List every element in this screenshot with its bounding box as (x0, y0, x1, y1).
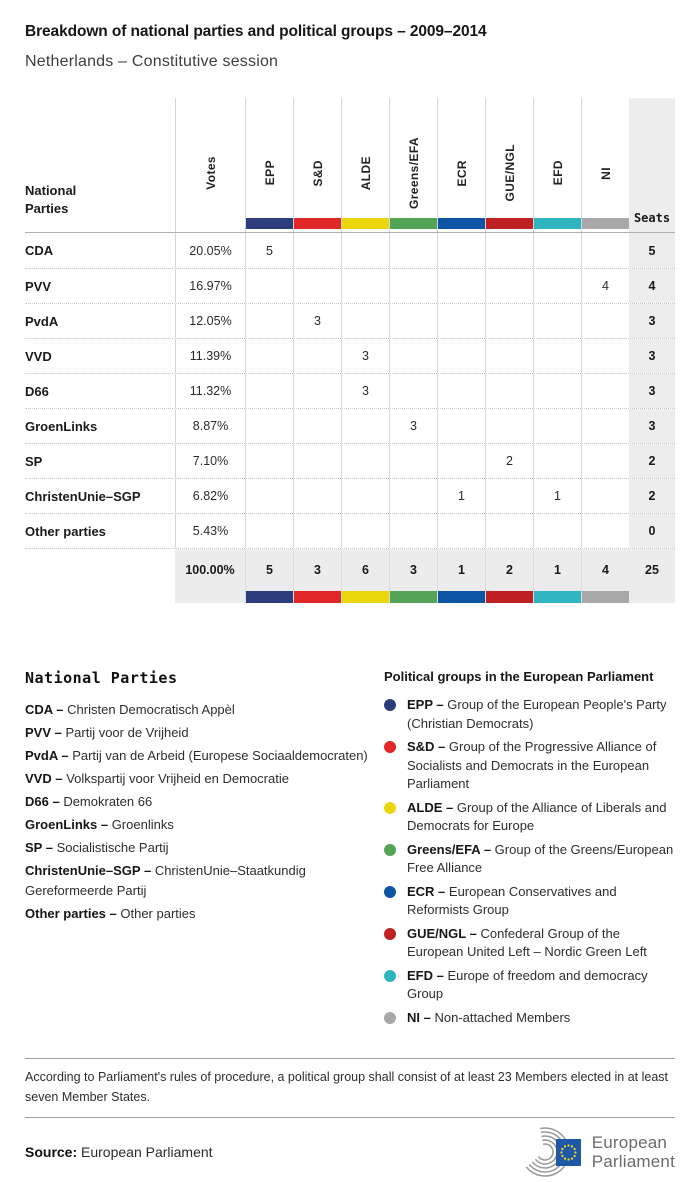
seat-cell-ni (581, 444, 629, 478)
group-legend-text: ALDE – Group of the Alliance of Liberals and Democrats for Europe (407, 799, 667, 833)
seats-value: 3 (629, 374, 675, 408)
total-cell-ecr (437, 549, 485, 603)
group-legend-text: S&D – Group of the Progressive Alliance of Socialists and Democrats in the European Parliament (407, 739, 657, 791)
total-cell-value: 3 (314, 563, 321, 577)
party-legend-item-pvv: PVV – Partij voor de Vrijheid (25, 725, 189, 740)
group-legend-text: EFD – Europe of freedom and democracy Group (407, 967, 648, 1001)
seat-cell-ecr (437, 514, 485, 548)
group-column-label: EFD (550, 160, 565, 186)
seat-cell-alde (341, 409, 389, 443)
table-row-pvda (25, 303, 675, 338)
votes-bar-spacer (176, 218, 245, 229)
national-parties-legend-title: National Parties (25, 669, 178, 687)
party-legend-item-vvd: VVD – Volkspartij voor Vrijheid en Democratie (25, 771, 289, 786)
seat-cell-s-d (293, 233, 341, 268)
seat-cell-alde (341, 444, 389, 478)
seat-cell-gue-ngl (485, 233, 533, 268)
party-legend-abbr: VVD – (25, 771, 63, 786)
ep-hemicycle-icon (520, 1126, 584, 1178)
seat-cell-epp (245, 514, 293, 548)
seat-cell-greens-efa (389, 374, 437, 408)
group-color-bar (294, 218, 341, 229)
total-color-bar (486, 591, 533, 603)
party-legend-abbr: ChristenUnie–SGP – (25, 863, 152, 878)
votes-value: 16.97% (175, 269, 245, 303)
seat-cell-alde (341, 479, 389, 513)
seat-cell-ecr (437, 269, 485, 303)
corner-label-line2: Parties (25, 201, 69, 216)
party-legend-abbr: PVV – (25, 725, 62, 740)
seat-cell-epp (245, 339, 293, 373)
table-row-groenlinks (25, 408, 675, 443)
logo-wordmark (592, 1133, 675, 1171)
party-legend-abbr: CDA – (25, 702, 64, 717)
total-cell-alde (341, 549, 389, 603)
seat-cell-efd (533, 409, 581, 443)
results-table (25, 98, 675, 603)
seat-cell-greens-efa (389, 514, 437, 548)
seat-cell-ecr (437, 233, 485, 268)
seat-cell-ni: 4 (581, 269, 629, 303)
total-cell-value: 1 (554, 563, 561, 577)
total-cell-value: 2 (506, 563, 513, 577)
source-label: Source: (25, 1144, 78, 1160)
national-parties-legend (25, 669, 384, 1032)
votes-value: 6.82% (175, 479, 245, 513)
votes-value: 7.10% (175, 444, 245, 478)
seats-value: 4 (629, 269, 675, 303)
seat-cell-epp: 5 (245, 233, 293, 268)
total-cell-s-d (293, 549, 341, 603)
eu-flag-icon (556, 1139, 581, 1166)
seats-value: 2 (629, 444, 675, 478)
column-header-epp (245, 98, 293, 232)
footer (25, 1126, 675, 1178)
aldecolor-dot-icon (384, 802, 396, 814)
seats-value: 3 (629, 304, 675, 338)
seat-cell-gue-ngl (485, 409, 533, 443)
group-legend-item-alde (384, 799, 675, 836)
table-row-vvd (25, 338, 675, 373)
source-line (25, 1144, 213, 1160)
total-color-bar (438, 591, 485, 603)
seat-cell-epp (245, 304, 293, 338)
seat-cell-alde: 3 (341, 339, 389, 373)
party-name: SP (25, 453, 43, 469)
column-header-s-d (293, 98, 341, 232)
group-legend-item-s-d (384, 738, 675, 794)
party-name: GroenLinks (25, 418, 98, 434)
group-column-label: NI (598, 166, 613, 180)
national-parties-legend-items (25, 700, 370, 923)
group-legend-text: NI – Non-attached Members (407, 1009, 571, 1025)
total-cell-value: 1 (458, 563, 465, 577)
seat-cell-s-d: 3 (293, 304, 341, 338)
seat-cell-s-d (293, 514, 341, 548)
seat-cell-gue-ngl (485, 304, 533, 338)
party-legend-item-groenlinks: GroenLinks – Groenlinks (25, 817, 174, 832)
group-color-bar (534, 218, 581, 229)
party-name: CDA (25, 243, 54, 258)
group-label-wrap (503, 98, 517, 218)
seat-cell-greens-efa (389, 444, 437, 478)
seats-value: 5 (629, 233, 675, 268)
group-legend-abbr: S&D – (407, 739, 446, 754)
political-groups-legend-title: Political groups in the European Parliament (384, 669, 654, 684)
column-header-national-parties (25, 98, 175, 232)
table-row-cda (25, 233, 675, 268)
seat-cell-efd: 1 (533, 479, 581, 513)
group-column-label: GUE/NGL (502, 144, 517, 202)
group-color-bar (438, 218, 485, 229)
group-label-wrap (311, 98, 325, 218)
total-votes-value: 100.00% (175, 549, 245, 603)
seat-cell-alde: 3 (341, 374, 389, 408)
seats-column-label: Seats (633, 211, 671, 225)
seat-cell-epp (245, 409, 293, 443)
gue-nglcolor-dot-icon (384, 928, 396, 940)
page-title: Breakdown of national parties and political groups – 2009–2014 (25, 23, 487, 40)
total-cell-ni (581, 549, 629, 603)
seat-cell-s-d (293, 409, 341, 443)
total-cell-greens-efa (389, 549, 437, 603)
nicolor-dot-icon (384, 1012, 396, 1024)
seat-cell-epp (245, 444, 293, 478)
seat-cell-greens-efa (389, 269, 437, 303)
seat-cell-alde (341, 269, 389, 303)
party-name: VVD (25, 348, 52, 364)
group-color-bar (390, 218, 437, 229)
group-color-bar (342, 218, 389, 229)
table-body (25, 233, 675, 548)
group-label-wrap (455, 98, 469, 218)
total-cell-value: 4 (602, 563, 609, 577)
party-name: Other parties (25, 523, 106, 539)
seat-cell-gue-ngl (485, 374, 533, 408)
seat-cell-s-d (293, 479, 341, 513)
seat-cell-efd (533, 444, 581, 478)
seat-cell-epp (245, 374, 293, 408)
corner-label-line1: National (25, 183, 77, 198)
group-legend-abbr: ALDE – (407, 799, 454, 815)
group-legend-text: GUE/NGL – Confederal Group of the European United Left – Nordic Green Left (407, 925, 647, 959)
group-color-bar (582, 218, 629, 229)
seat-cell-efd (533, 304, 581, 338)
group-legend-abbr: NI – (407, 1009, 431, 1025)
seat-cell-efd (533, 514, 581, 548)
group-legend-text: Greens/EFA – Group of the Greens/European Free Alliance (407, 841, 674, 875)
party-legend-item-other-parties: Other parties – Other parties (25, 905, 196, 921)
seats-value: 0 (629, 514, 675, 548)
total-cell-gue-ngl (485, 549, 533, 603)
footnote: According to Parliament's rules of procedure, a political group shall consist of at least 23 Members elected in at least seven Member States. (25, 1058, 675, 1118)
seats-value: 3 (629, 339, 675, 373)
seat-cell-gue-ngl (485, 339, 533, 373)
efdcolor-dot-icon (384, 970, 396, 982)
seat-cell-epp (245, 479, 293, 513)
total-color-bar (390, 591, 437, 603)
group-legend-item-epp (384, 696, 675, 733)
seat-cell-greens-efa (389, 233, 437, 268)
table-row-sp (25, 443, 675, 478)
party-legend-abbr: Other parties – (25, 905, 117, 921)
votes-value: 12.05% (175, 304, 245, 338)
seat-cell-efd (533, 269, 581, 303)
table-row-christenunie-sgp (25, 478, 675, 513)
total-cell-value: 5 (266, 563, 273, 577)
group-legend-abbr: Greens/EFA – (407, 841, 492, 857)
logo-word-1: European (591, 1133, 668, 1152)
table-row-d66 (25, 373, 675, 408)
seat-cell-epp (245, 269, 293, 303)
source-value: European Parliament (81, 1144, 213, 1160)
group-column-label: Greens/EFA (406, 136, 421, 210)
seat-cell-gue-ngl (485, 269, 533, 303)
votes-value: 5.43% (175, 514, 245, 548)
total-color-bar (342, 591, 389, 603)
votes-value: 20.05% (175, 233, 245, 268)
votes-column-label: Votes (203, 156, 218, 190)
seat-cell-greens-efa (389, 339, 437, 373)
group-legend-abbr: EFD – (407, 967, 444, 983)
group-legend-text: ECR – European Conservatives and Reformists Group (407, 883, 617, 917)
group-legend-item-efd (384, 967, 675, 1004)
total-color-bar (582, 591, 629, 603)
group-legend-abbr: GUE/NGL – (407, 925, 477, 941)
party-name: PVV (25, 278, 52, 294)
group-legend-item-ni (384, 1009, 675, 1028)
group-label-wrap (359, 98, 373, 218)
column-header-seats (629, 98, 675, 232)
table-row-other-parties (25, 513, 675, 548)
logo-word-2: Parliament (591, 1152, 675, 1171)
party-name: D66 (25, 383, 49, 399)
seat-cell-s-d (293, 339, 341, 373)
seat-cell-alde (341, 514, 389, 548)
seat-cell-ni (581, 409, 629, 443)
party-legend-item-christenunie-sgp: ChristenUnie–SGP – ChristenUnie–Staatkundig Gereformeerde Partij (25, 863, 306, 898)
table-total-row (25, 548, 675, 603)
party-legend-abbr: GroenLinks – (25, 817, 109, 832)
seat-cell-ni (581, 374, 629, 408)
seat-cell-ni (581, 233, 629, 268)
seat-cell-ecr (437, 374, 485, 408)
ecrcolor-dot-icon (384, 886, 396, 898)
group-column-label: S&D (310, 159, 325, 187)
group-legend-text: EPP – Group of the European People's Party (Christian Democrats) (407, 697, 667, 731)
table-row-pvv (25, 268, 675, 303)
seats-value: 3 (629, 409, 675, 443)
group-column-label: ALDE (358, 155, 373, 191)
page-subtitle: Netherlands – Constitutive session (25, 53, 279, 70)
seat-cell-ecr (437, 339, 485, 373)
party-name: ChristenUnie–SGP (25, 488, 141, 504)
votes-value: 11.39% (175, 339, 245, 373)
column-header-ecr (437, 98, 485, 232)
group-legend-item-greens-efa (384, 841, 675, 878)
seat-cell-s-d (293, 444, 341, 478)
eppcolor-dot-icon (384, 699, 396, 711)
total-color-bar (534, 591, 581, 603)
total-cell-value: 6 (362, 563, 369, 577)
seat-cell-ni (581, 479, 629, 513)
column-header-alde (341, 98, 389, 232)
total-seats-value: 25 (629, 549, 675, 603)
seats-value: 2 (629, 479, 675, 513)
seat-cell-ni (581, 304, 629, 338)
seat-cell-gue-ngl (485, 514, 533, 548)
column-header-ni (581, 98, 629, 232)
group-label-wrap (599, 98, 613, 218)
party-legend-item-cda: CDA – Christen Democratisch Appèl (25, 702, 235, 717)
total-blank-cell (25, 549, 175, 603)
seat-cell-greens-efa: 3 (389, 409, 437, 443)
seat-cell-efd (533, 233, 581, 268)
group-label-wrap (263, 98, 277, 218)
group-legend-abbr: EPP – (407, 697, 444, 712)
votes-value: 11.32% (175, 374, 245, 408)
seat-cell-alde (341, 304, 389, 338)
seat-cell-ecr (437, 304, 485, 338)
column-header-gue-ngl (485, 98, 533, 232)
party-legend-item-d66: D66 – Demokraten 66 (25, 794, 153, 809)
seat-cell-gue-ngl: 2 (485, 444, 533, 478)
seat-cell-gue-ngl (485, 479, 533, 513)
group-color-bar (246, 218, 293, 229)
seat-cell-alde (341, 233, 389, 268)
seat-cell-ni (581, 514, 629, 548)
greens-efacolor-dot-icon (384, 844, 396, 856)
seat-cell-ecr (437, 444, 485, 478)
seat-cell-efd (533, 339, 581, 373)
party-legend-item-sp: SP – Socialistische Partij (25, 840, 169, 855)
party-legend-abbr: D66 – (25, 794, 60, 809)
group-color-bar (486, 218, 533, 229)
votes-value: 8.87% (175, 409, 245, 443)
group-legend-item-ecr (384, 883, 675, 920)
party-legend-abbr: PvdA – (25, 748, 69, 763)
seat-cell-ecr (437, 409, 485, 443)
seat-cell-s-d (293, 374, 341, 408)
total-cell-value: 3 (410, 563, 417, 577)
group-label-wrap (551, 98, 565, 218)
total-cell-efd (533, 549, 581, 603)
column-header-greens-efa (389, 98, 437, 232)
seat-cell-s-d (293, 269, 341, 303)
total-color-bar (246, 591, 293, 603)
legend-section (25, 669, 675, 1032)
seat-cell-greens-efa (389, 479, 437, 513)
party-legend-abbr: SP – (25, 840, 53, 855)
seat-cell-greens-efa (389, 304, 437, 338)
seat-cell-efd (533, 374, 581, 408)
seat-cell-ni (581, 339, 629, 373)
group-column-label: EPP (262, 160, 277, 186)
total-color-bar (294, 591, 341, 603)
s-dcolor-dot-icon (384, 741, 396, 753)
total-cell-epp (245, 549, 293, 603)
european-parliament-logo (520, 1126, 675, 1178)
political-groups-legend (384, 669, 675, 1032)
group-legend-item-gue-ngl (384, 925, 675, 962)
column-header-votes (175, 98, 245, 232)
political-groups-legend-items (384, 696, 675, 1027)
group-column-label: ECR (454, 159, 469, 187)
party-legend-item-pvda: PvdA – Partij van de Arbeid (Europese Sociaaldemocraten) (25, 748, 368, 763)
table-header-row (25, 98, 675, 233)
column-header-efd (533, 98, 581, 232)
party-name: PvdA (25, 313, 59, 329)
seat-cell-ecr: 1 (437, 479, 485, 513)
group-label-wrap (407, 98, 421, 218)
group-legend-abbr: ECR – (407, 883, 446, 899)
